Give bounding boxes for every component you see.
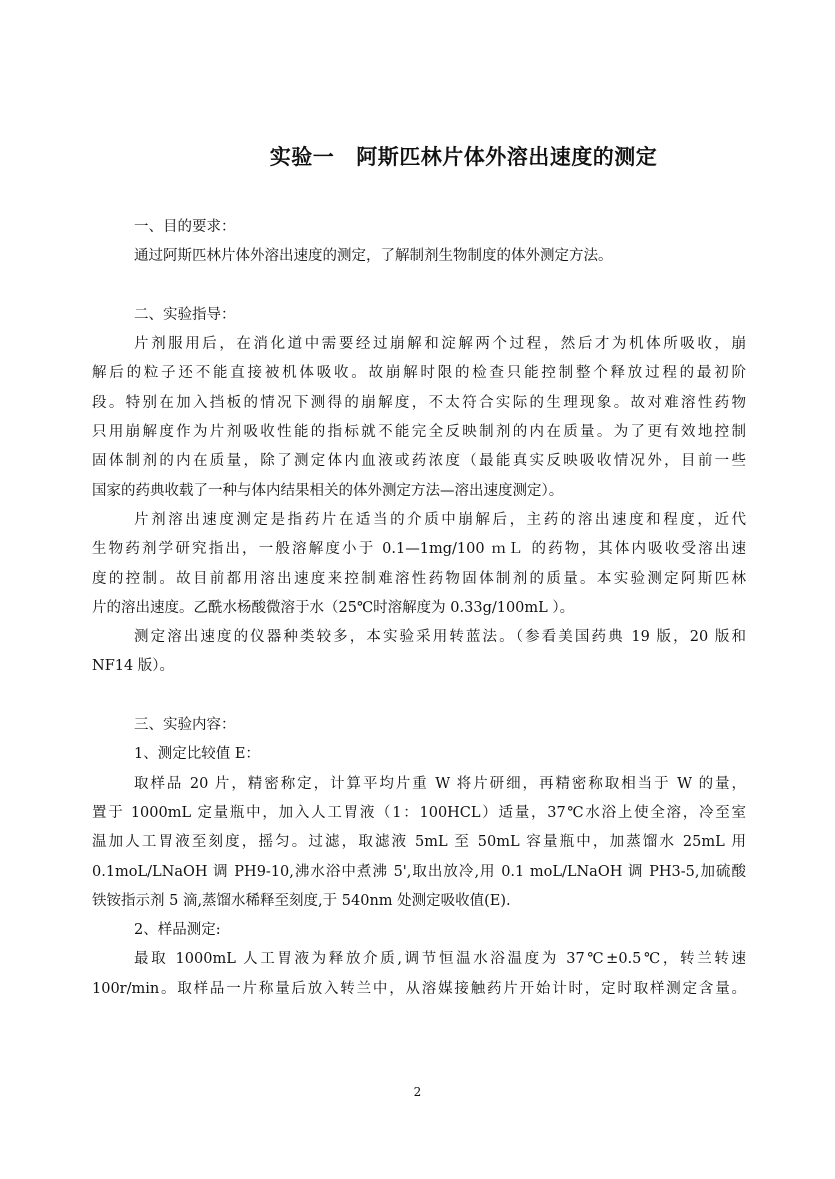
paragraph-line: 解后的粒子还不能直接被机体吸收。故崩解时限的检查只能控制整个释放过程的最初阶 <box>92 365 746 382</box>
paragraph-line: 100r/min。取样品一片称量后放入转兰中，从溶媒接触药片开始计时，定时取样测定含量。 <box>92 980 746 997</box>
paragraph-line: 温加人工胃液至刻度，摇匀。过滤，取滤液 5mL 至 50mL 容量瓶中，加蒸馏水 25mL 用 <box>92 834 746 851</box>
paragraph-line: 取样品 20 片，精密称定，计算平均片重 W 将片研细，再精密称取相当于 W 的量， <box>134 775 746 792</box>
page-number: 2 <box>413 1085 422 1099</box>
paragraph-line: NF14 版）。 <box>92 658 175 675</box>
paragraph-line: 置于 1000mL 定量瓶中，加入人工胃液（1：100HCL）适量，37℃水浴上使全溶，冷至室 <box>92 804 746 821</box>
paragraph-line: 度的控制。故目前都用溶出速度来控制难溶性药物固体制剂的质量。本实验测定阿斯匹林 <box>92 570 746 587</box>
paragraph-line: 最取 1000mL 人工胃液为释放介质,调节恒温水浴温度为 37℃±0.5℃，转兰转速 <box>134 951 746 968</box>
document-body <box>92 213 746 1004</box>
paragraph-line: 段。特别在加入挡板的情况下测得的崩解度，不太符合实际的生理现象。故对难溶性药物 <box>92 394 746 411</box>
section2-heading: 二、实验指导： <box>134 306 236 323</box>
section1-text: 通过阿斯匹林片体外溶出速度的测定，了解制剂生物制度的体外测定方法。 <box>134 248 613 265</box>
paragraph-line: 片的溶出速度。乙酰水杨酸微溶于水（25℃时溶解度为 0.33g/100mL ）。 <box>92 599 575 616</box>
page-title <box>0 141 835 171</box>
paragraph-line: 片剂服用后，在消化道中需要经过崩解和淀解两个过程，然后才为机体所吸收，崩 <box>134 336 746 353</box>
section1-heading: 一、目的要求： <box>134 219 236 235</box>
title-part1: 实验一 <box>269 145 335 169</box>
subsection1-heading: 1、测定比较值 E： <box>134 746 260 763</box>
paragraph-line: 0.1moL/LNaOH 调 PH9-10,沸水浴中煮沸 5',取出放冷,用 0.1 moL/LNaOH 调 PH3-5,加硫酸 <box>92 863 746 880</box>
paragraph-line: 只用崩解度作为片剂吸收性能的指标就不能完全反映制剂的内在质量。为了更有效地控制 <box>92 424 746 441</box>
paragraph-line: 片剂溶出速度测定是指药片在适当的介质中崩解后，主药的溶出速度和程度，近代 <box>134 511 746 528</box>
paragraph-line: 固体制剂的内在质量，除了测定体内血液或药浓度（最能真实反映吸收情况外，目前一些 <box>92 453 746 470</box>
paragraph-line: 国家的药典收载了一种与体内结果相关的体外测定方法—溶出速度测定）。 <box>92 482 564 499</box>
paragraph-line: 铁铵指示剂 5 滴,蒸馏水稀释至刻度,于 540nm 处测定吸收值(E). <box>92 892 511 909</box>
section3-heading: 三、实验内容： <box>134 717 236 734</box>
paragraph-line: 测定溶出速度的仪器种类较多，本实验采用转蓝法。（参看美国药典 19 版，20 版和 <box>134 629 746 646</box>
subsection2-heading: 2、样品测定: <box>134 922 221 939</box>
paragraph-line: 生物药剂学研究指出，一般溶解度小于 0.1—1mg/100 ｍＬ 的药物，其体内吸收受溶出速 <box>92 541 746 558</box>
title-part2: 阿斯匹林片体外溶出速度的测定 <box>356 145 658 169</box>
